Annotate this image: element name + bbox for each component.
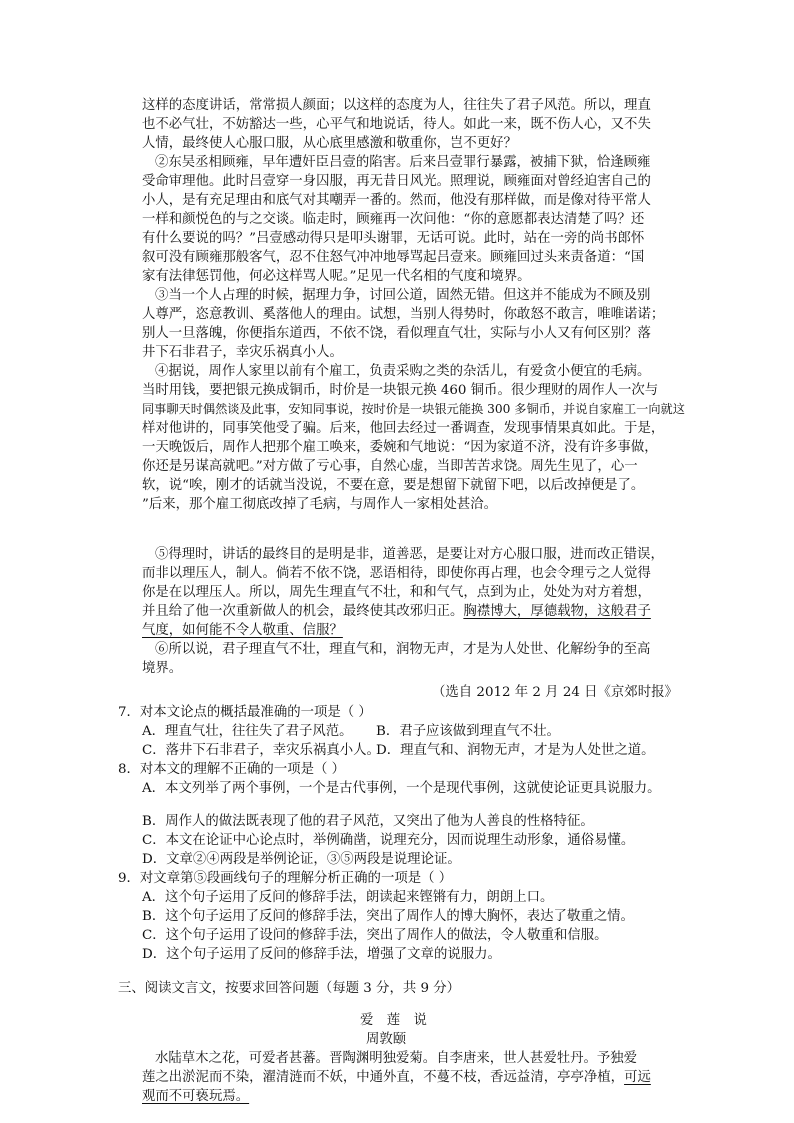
passage-line: 人情，最终使人心服口服，从心底里感激和敬重你，岂不更好？ — [142, 136, 517, 151]
passage-line: 同事聊天时偶然谈及此事，安知同事说，按时价是一块银元能换 300 多铜币，并说自家雇工一向就这 — [142, 402, 685, 416]
poem-author: 周敦颐 — [366, 1032, 407, 1047]
passage-line: 受命审理他。此时吕壹穿一身囚服，再无昔日风光。照理说，顾雍面对曾经迫害自己的 — [142, 174, 651, 189]
classical-text-line — [142, 1068, 651, 1087]
classical-text: 莲之出淤泥而不染，濯清涟而不妖，中通外直，不蔓不枝，香远益清，亭亭净植， — [142, 1070, 625, 1085]
section-heading: 三、阅读文言文，按要求回答问题（每题 3 分，共 9 分） — [118, 981, 461, 996]
passage-line: 而非以理压人，制人。倘若不依不饶，恶语相待，即使你再占理，也会令理亏之人觉得 — [142, 566, 651, 581]
passage-source: （选自 2012 年 2 月 24 日《京郊时报》 — [432, 685, 678, 700]
passage-line: 你是在以理压人。所以，周先生理直气不壮，和和气气，点到为止，处处为对方着想， — [142, 585, 651, 600]
passage-line: 你还是另谋高就吧。”对方做了亏心事，自然心虚，当即苦苦求饶。周先生见了，心一 — [142, 459, 638, 474]
question-option: A．理直气壮，往往失了君子风范。 — [142, 724, 353, 739]
passage-line-with-underline — [142, 602, 651, 621]
question-option: D．理直气和、润物无声，才是为人处世之道。 — [376, 743, 655, 758]
passage-line: 境界。 — [142, 661, 183, 676]
passage-line: 一样和颜悦色的与之交谈。临走时，顾雍再一次问他：“你的意愿都表达清楚了吗？还 — [142, 212, 645, 227]
passage-line: 家有法律惩罚他，何必这样骂人呢。”足见一代名相的气度和境界。 — [142, 269, 531, 284]
question-option: D．文章②④两段是举例论证，③⑤两段是说理论证。 — [142, 852, 461, 867]
question-option: C．这个句子运用了设问的修辞手法，突出了周作人的做法，令人敬重和信服。 — [142, 928, 608, 943]
underlined-sentence-line — [142, 621, 343, 640]
passage-line: ”后来，那个雇工彻底改掉了毛病，与周作人一家相处甚洽。 — [142, 497, 497, 512]
underlined-sentence: 胸襟博大，厚德载物，这般君子 — [463, 604, 651, 619]
question-option: A．本文列举了两个事例，一个是古代事例，一个是现代事例，这就使论证更具说服力。 — [142, 781, 661, 796]
passage-line: 样对他讲的，同事笑他受了骗。后来，他回去经过一番调查，发现事情果真如此。于是， — [142, 421, 665, 436]
underlined-phrase: 可远 — [624, 1070, 651, 1085]
passage-line: ⑤得理时，讲话的最终目的是明是非，道善恶，是要让对方心服口服，进而改正错误， — [155, 547, 664, 562]
passage-line: 这样的态度讲话，常常损人颜面；以这样的态度为人，往往失了君子风范。所以，理直 — [142, 98, 651, 113]
question-stem: 7．对本文论点的概括最准确的一项是（ ） — [118, 705, 372, 720]
passage-line: ③当一个人占理的时候，据理力争，讨回公道，固然无错。但这并不能成为不顾及别 — [155, 288, 651, 303]
passage-line: 叙可没有顾雍那般客气，忍不住怒气冲冲地辱骂起吕壹来。顾雍回过头来责备道：“国 — [142, 250, 645, 265]
passage-line: 别人一旦落魄，你便指东道西，不依不饶，看似理直气壮，实际与小人又有何区别？落 — [142, 326, 651, 341]
passage-line: 也不必气壮，不妨豁达一些，心平气和地说话，待人。如此一来，既不伤人心，又不失 — [142, 117, 651, 132]
passage-line: 软，说“唉，刚才的话就当没说，不要在意，要是想留下就留下吧，以后改掉便是了。 — [142, 478, 645, 493]
underlined-sentence: 气度，如何能不令人敬重、信服？ — [142, 623, 343, 638]
question-option: C．本文在论证中心论点时，举例确凿，说理充分，因而说理生动形象，通俗易懂。 — [142, 833, 635, 848]
question-option: A．这个句子运用了反问的修辞手法，朗读起来铿锵有力，朗朗上口。 — [142, 890, 554, 905]
question-option: B．周作人的做法既表现了他的君子风范，又突出了他为人善良的性格特征。 — [142, 814, 594, 829]
passage-line: ⑥所以说，君子理直气不壮，理直气和，润物无声，才是为人处世、化解纷争的至高 — [155, 642, 651, 657]
question-option: B．君子应该做到理直气不壮。 — [376, 724, 560, 739]
question-option: B．这个句子运用了反问的修辞手法，突出了周作人的博大胸怀，表达了敬重之情。 — [142, 909, 634, 924]
passage-line: ④据说，周作人家里以前有个雇工，负责采购之类的杂活儿，有爱贪小便宜的毛病。 — [155, 364, 651, 379]
passage-line: 当时用钱，要把银元换成铜币，时价是一块银元换 460 铜币。很少理财的周作人一次与 — [142, 383, 659, 398]
passage-line: 井下石非君子，幸灾乐祸真小人。 — [142, 345, 343, 360]
underlined-phrase: 观而不可亵玩焉。 — [142, 1089, 250, 1104]
passage-line: 小人，是有充足理由和底气对其嘲弄一番的。然而，他没有那样做，而是像对待平常人 — [142, 193, 651, 208]
question-option: D．这个句子运用了反问的修辞手法，增强了文章的说服力。 — [142, 947, 501, 962]
question-stem: 8．对本文的理解不正确的一项是（ ） — [118, 762, 346, 777]
question-option: C．落井下石非君子，幸灾乐祸真小人。 — [142, 743, 380, 758]
passage-line: 一天晚饭后，周作人把那个雇工唤来，委婉和气地说：“因为家道不济，没有许多事做， — [142, 440, 658, 455]
passage-line: ②东吴丞相顾雍，早年遭奸臣吕壹的陷害。后来吕壹罪行暴露，被捕下狱，恰逢顾雍 — [155, 155, 651, 170]
classical-text-line — [142, 1087, 249, 1106]
passage-line: 人尊严，恣意教训、奚落他人的理由。试想，当别人得势时，你敢怒不敢言，唯唯诺诺； — [142, 307, 665, 322]
passage-line: 有什么要说的吗？”吕壹感动得只是叩头谢罪，无话可说。此时，站在一旁的尚书郎怀 — [142, 231, 645, 246]
poem-title: 爱 莲 说 — [360, 1013, 427, 1028]
passage-text: 并且给了他一次重新做人的机会，最终使其改邪归正。 — [142, 604, 464, 619]
question-stem: 9．对文章第⑤段画线句子的理解分析正确的一项是（ ） — [118, 871, 453, 886]
classical-text-line: 水陆草木之花，可爱者甚蕃。晋陶渊明独爱菊。自李唐来，世人甚爱牡丹。予独爱 — [155, 1051, 638, 1066]
